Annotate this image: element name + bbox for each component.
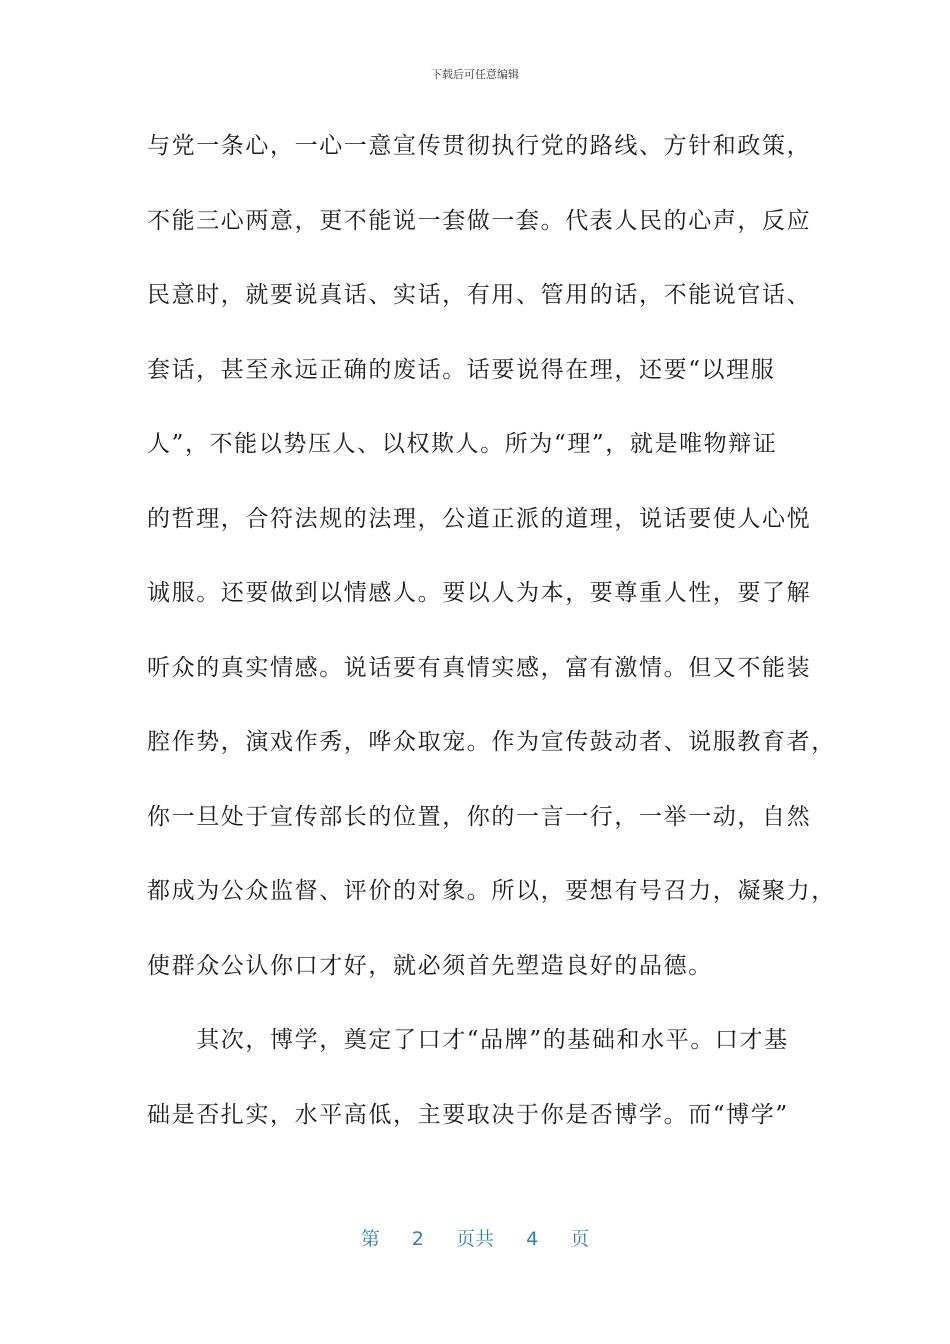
- footer-prefix: 第: [360, 1228, 380, 1250]
- text-line: 人”，不能以势压人、以权欺人。所为“理”，就是唯物辩证: [147, 431, 778, 457]
- text-line: 的哲理，合符法规的法理，公道正派的道理，说话要使人心悦: [147, 505, 812, 532]
- text-line: 套话，甚至永远正确的废话。话要说得在理，还要“以理服: [147, 356, 776, 383]
- header-note: 下载后可任意编辑: [431, 68, 519, 81]
- text-line: 都成为公众监督、评价的对象。所以，要想有号召力，凝聚力，: [147, 878, 836, 904]
- text-line: 诚服。还要做到以情感人。要以人为本，要尊重人性，要了解: [147, 580, 812, 606]
- footer-suffix: 页: [570, 1228, 590, 1250]
- text-line: 使群众公认你口才好，就必须首先塑造良好的品德。: [147, 952, 713, 979]
- footer-middle: 页共: [455, 1228, 494, 1250]
- text-line: 你一旦处于宣传部长的位置，你的一言一行，一举一动，自然: [147, 803, 812, 830]
- text-line: 与党一条心，一心一意宣传贯彻执行党的路线、方针和政策，: [147, 133, 812, 159]
- document-body: [147, 122, 836, 1165]
- text-line: 民意时，就要说真话、实话，有用、管用的话，不能说官话、: [147, 282, 812, 308]
- current-page-number: 2: [411, 1228, 424, 1250]
- total-page-number: 4: [526, 1228, 539, 1250]
- page-footer: [0, 1224, 950, 1251]
- text-line: 础是否扎实，水平高低，主要取决于你是否博学。而“博学”: [147, 1101, 789, 1128]
- text-line: 其次，博学，奠定了口才“品牌”的基础和水平。口才基: [147, 1027, 789, 1053]
- text-line: 听众的真实情感。说话要有真情实感，富有激情。但又不能装: [147, 654, 812, 681]
- text-line: 腔作势，演戏作秀，哗众取宠。作为宣传鼓动者、说服教育者，: [147, 729, 836, 755]
- text-line: 不能三心两意，更不能说一套做一套。代表人民的心声，反应: [147, 207, 812, 234]
